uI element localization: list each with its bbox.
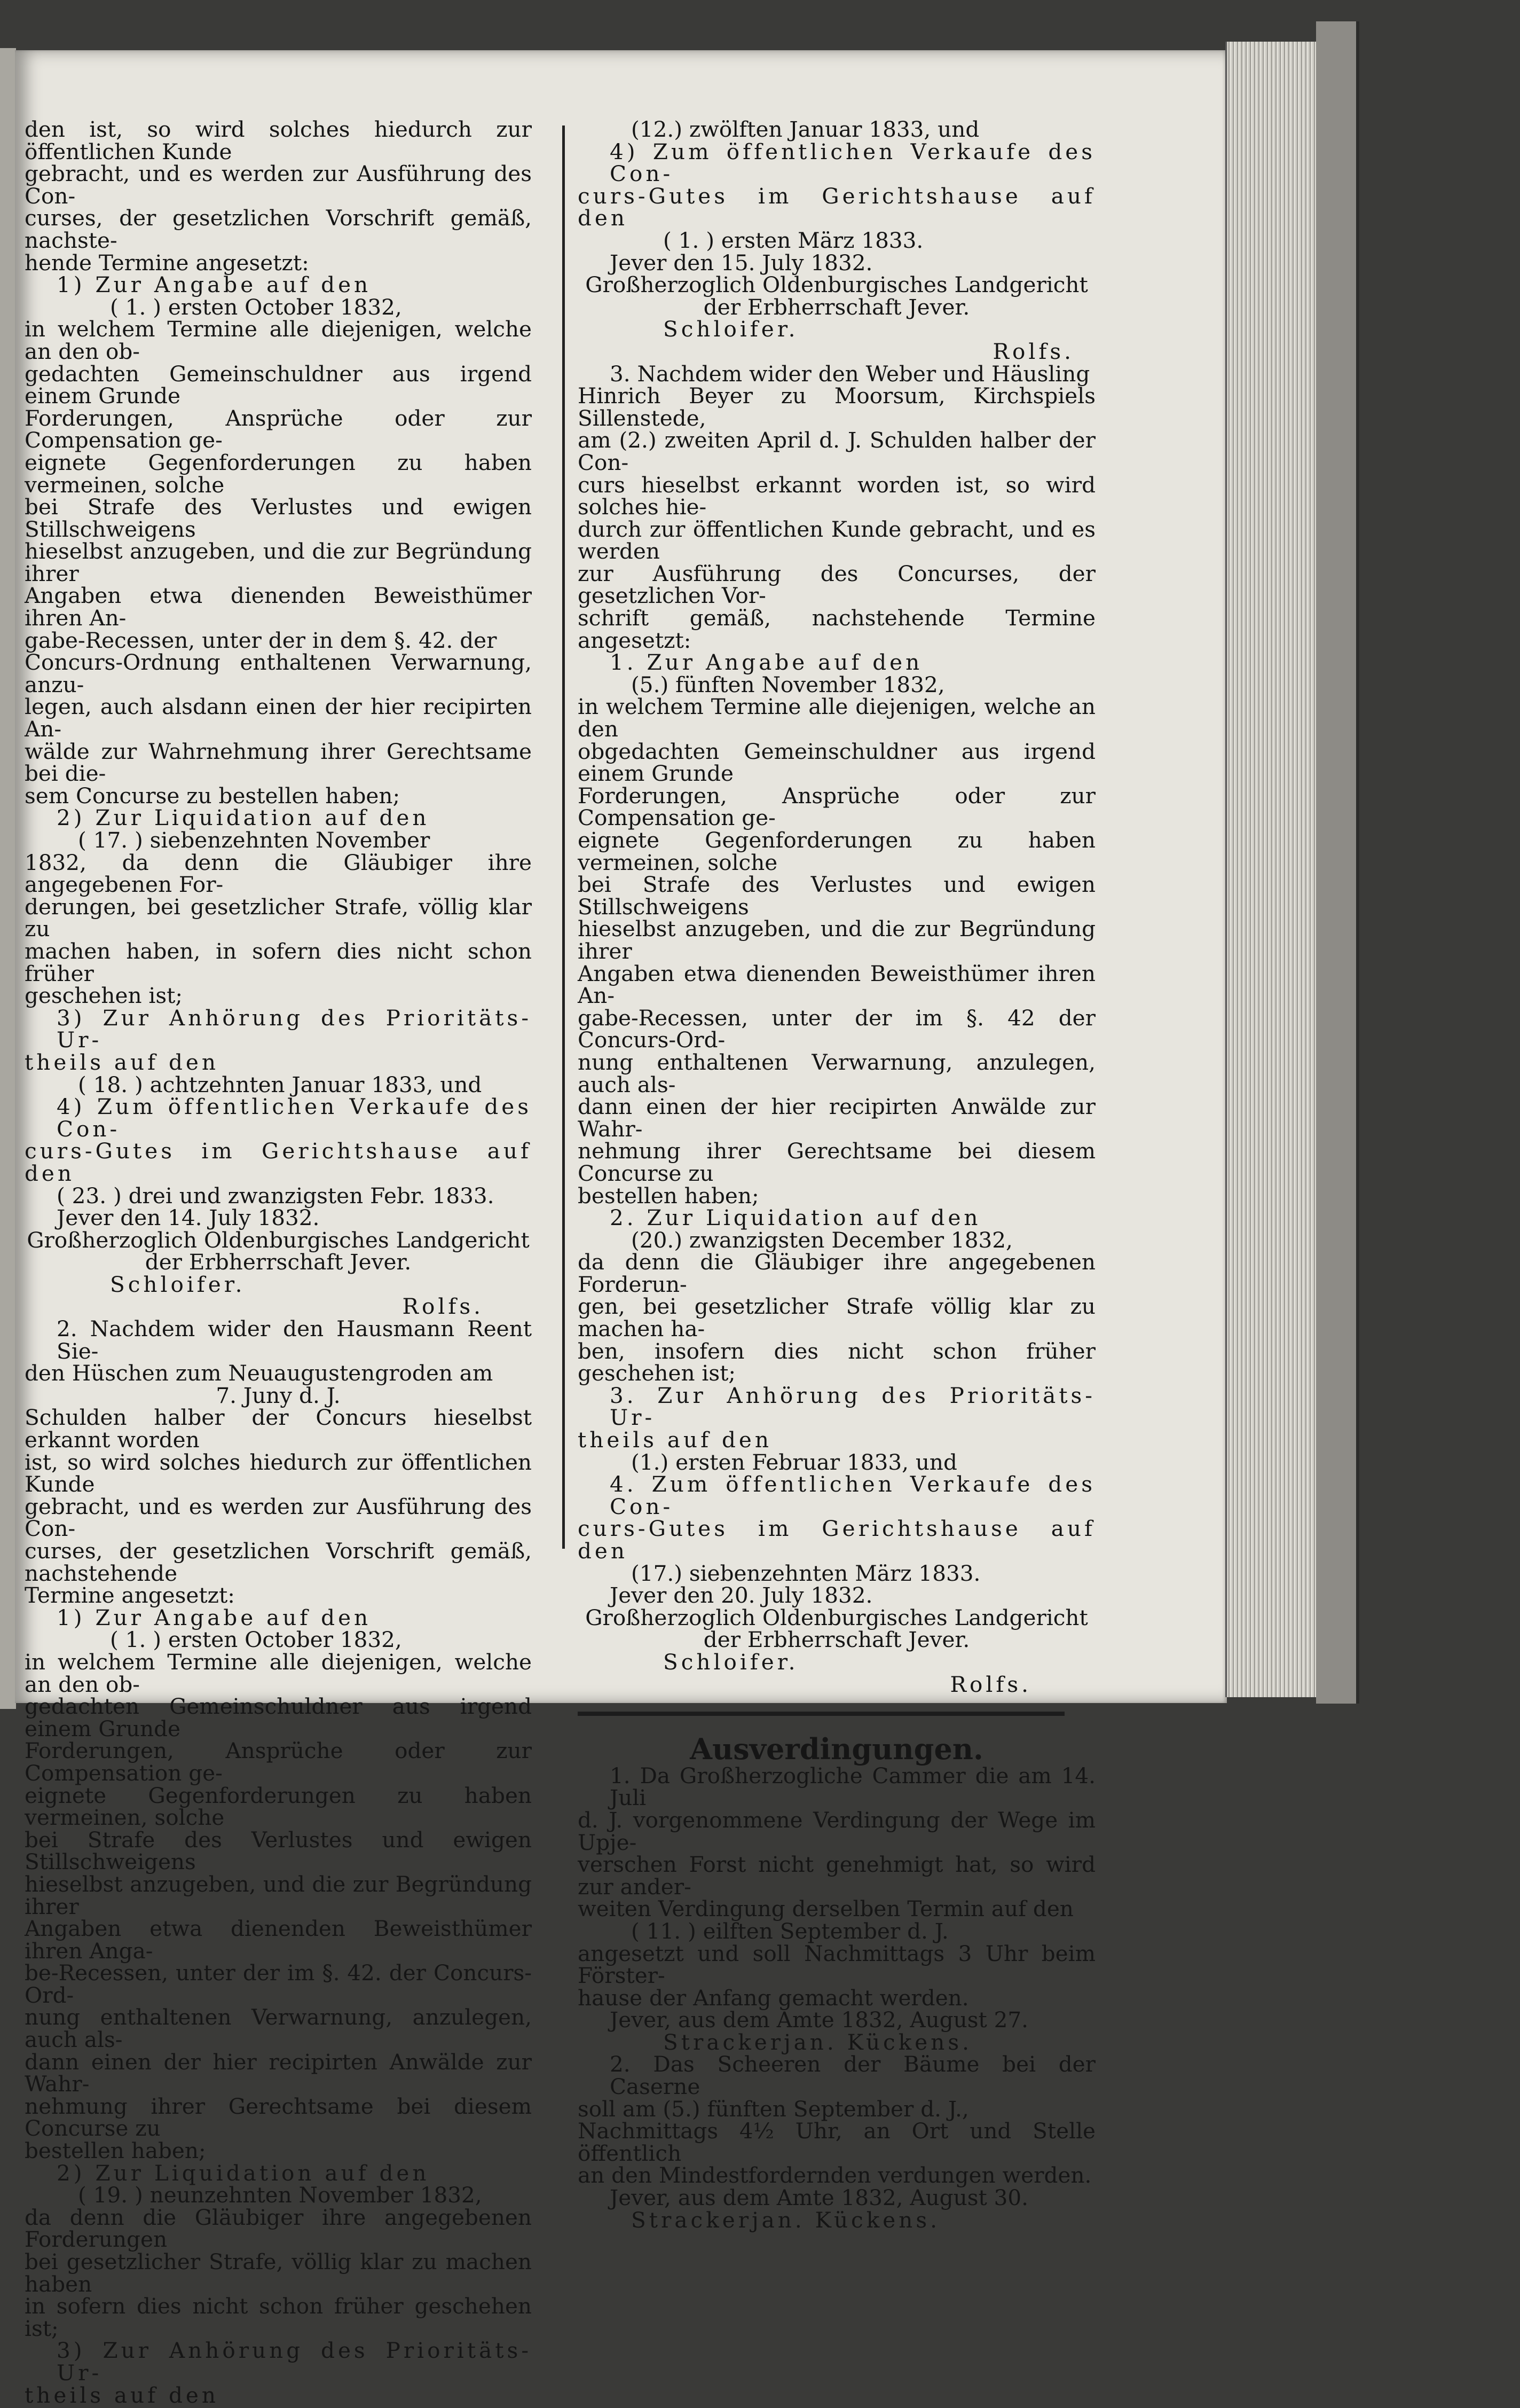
term-heading: 4) Zum öffentlichen Verkaufe des Con- <box>610 138 1096 187</box>
text-line: Forderungen, Ansprüche oder zur Compensation ge- <box>25 1738 532 1786</box>
court-name: Großherzoglich Oldenburgisches Landgericht <box>27 1227 530 1253</box>
term-date: ( 1. ) ersten October 1832, <box>110 294 402 320</box>
place-date: Jever, aus dem Amte 1832, August 27. <box>610 2007 1029 2033</box>
text-line: theils auf den <box>25 2382 219 2408</box>
text-line: in sofern dies nicht schon früher geschehen ist; <box>25 2293 532 2341</box>
place-date: Jever den 20. July 1832. <box>610 1582 873 1609</box>
text-line: curs-Gutes im Gerichtshause auf den <box>25 1138 532 1186</box>
text-line: Angaben etwa dienenden Beweisthümer ihren An- <box>578 960 1096 1009</box>
text-line: Angaben etwa dienenden Beweisthümer ihren Anga- <box>25 1916 532 1964</box>
text-line: dann einen der hier recipirten Anwälde zur Wahr- <box>25 2049 532 2097</box>
text-line: Angaben etwa dienenden Beweisthümer ihren An- <box>25 583 532 631</box>
text-line: curses, der gesetzlichen Vorschrift gemäß, nachste- <box>25 205 532 253</box>
term-heading: 2) Zur Liquidation auf den <box>57 805 430 831</box>
text-line: da denn die Gläubiger ihre angegebenen Forderungen <box>25 2204 532 2253</box>
text-line: bei gesetzlicher Strafe, völlig klar zu machen haben <box>25 2249 532 2297</box>
term-heading: 1) Zur Angabe auf den <box>57 1604 372 1630</box>
text-line: den Hüschen zum Neuaugustengroden am <box>25 1360 493 1386</box>
text-line: Concurs-Ordnung enthaltenen Verwarnung, anzu- <box>25 649 532 697</box>
text-line: nehmung ihrer Gerechtsame bei diesem Concurse zu <box>25 2093 532 2142</box>
text-line: eignete Gegenforderungen zu haben vermeinen, solche <box>25 449 532 498</box>
term-date: ( 17. ) siebenzehnten November <box>78 827 430 853</box>
text-line: hieselbst anzugeben, und die zur Begründung ihrer <box>578 916 1096 964</box>
text-line: bei Strafe des Verlustes und ewigen Stillschweigens <box>25 494 532 542</box>
text-line: theils auf den <box>25 1049 219 1075</box>
text-line: gabe-Recessen, unter der im §. 42 der Concurs-Ord- <box>578 1005 1096 1053</box>
term-date: ( 1. ) ersten März 1833. <box>663 227 924 253</box>
notice-start: 3. Nachdem wider den Weber und Häusling <box>610 360 1090 387</box>
text-line: hende Termine angesetzt: <box>25 249 309 276</box>
court-name: Großherzoglich Oldenburgisches Landgericht <box>585 1604 1088 1630</box>
text-line: Schulden halber der Concurs hieselbst erkannt worden <box>25 1405 532 1453</box>
court-name: der Erbherrschaft Jever. <box>703 294 970 320</box>
term-heading: 2. Zur Liquidation auf den <box>610 1205 981 1231</box>
text-line: dann einen der hier recipirten Anwälde zur Wahr- <box>578 1094 1096 1142</box>
notice-start: 2. Nachdem wider den Hausmann Reent Sie- <box>57 1316 532 1364</box>
text-line: Nachmittags 4½ Uhr, an Ort und Stelle öffentlich <box>578 2118 1096 2166</box>
text-line: Hinrich Beyer zu Moorsum, Kirchspiels Sillenstede, <box>578 383 1096 431</box>
text-line: bei Strafe des Verlustes und ewigen Stillschweigens <box>578 872 1096 920</box>
term-heading: 3) Zur Anhörung des Prioritäts-Ur- <box>57 1005 532 1053</box>
text-line: angesetzt und soll Nachmittags 3 Uhr beim Förster- <box>578 1940 1096 1989</box>
section-rule <box>578 1712 1065 1716</box>
place-date: Jever den 15. July 1832. <box>610 249 873 276</box>
court-name: der Erbherrschaft Jever. <box>145 1249 412 1275</box>
text-line: weiten Verdingung derselben Termin auf den <box>578 1896 1074 1922</box>
text-line: nung enthaltenen Verwarnung, anzulegen, auch als- <box>578 1049 1096 1097</box>
text-line: d. J. vorgenommene Verdingung der Wege im Upje- <box>578 1807 1096 1855</box>
court-name: Großherzoglich Oldenburgisches Landgericht <box>585 272 1088 298</box>
text-line: in welchem Termine alle diejenigen, welche an den ob- <box>25 316 532 364</box>
signature: Rolfs. <box>993 338 1074 364</box>
term-date: (20.) zwanzigsten December 1832, <box>631 1227 1013 1253</box>
text-line: obgedachten Gemeinschuldner aus irgend einem Grunde <box>578 738 1096 787</box>
text-line: in welchem Termine alle diejenigen, welche an den <box>578 694 1096 742</box>
signature: Schloifer. <box>663 316 799 342</box>
text-line: eignete Gegenforderungen zu haben vermeinen, solche <box>578 827 1096 875</box>
text-line: gebracht, und es werden zur Ausführung des Con- <box>25 161 532 209</box>
text-line: derungen, bei gesetzlicher Strafe, völlig klar zu <box>25 893 532 942</box>
court-name: der Erbherrschaft Jever. <box>703 1627 970 1653</box>
text-line: be-Recessen, unter der im §. 42. der Concurs-Ord- <box>25 1960 532 2008</box>
text-line: durch zur öffentlichen Kunde gebracht, und es werden <box>578 516 1096 564</box>
signature: Schloifer. <box>110 1271 246 1297</box>
text-line: theils auf den <box>578 1427 772 1453</box>
text-line: 1832, da denn die Gläubiger ihre angegebenen For- <box>25 849 532 898</box>
term-date: ( 23. ) drei und zwanzigsten Febr. 1833. <box>57 1182 494 1209</box>
term-heading: 1) Zur Angabe auf den <box>57 272 372 298</box>
text-line: 7. Juny d. J. <box>216 1382 341 1408</box>
text-line: bestellen haben; <box>25 2138 206 2164</box>
place-date: Jever den 14. July 1832. <box>57 1205 320 1231</box>
term-heading: 4. Zum öffentlichen Verkaufe des Con- <box>610 1471 1096 1519</box>
term-date: (1.) ersten Februar 1833, und <box>631 1449 957 1475</box>
text-line: gedachten Gemeinschuldner aus irgend einem Grunde <box>25 360 532 409</box>
text-line: gedachten Gemeinschuldner aus irgend einem Grunde <box>25 1693 532 1742</box>
text-line: in welchem Termine alle diejenigen, welche an den ob- <box>25 1649 532 1697</box>
text-line: legen, auch alsdann einen der hier recipirten An- <box>25 694 532 742</box>
signature: Strackerjan. Kückens. <box>631 2207 940 2233</box>
signature: Rolfs. <box>950 1671 1031 1697</box>
term-date: ( 11. ) eilften September d. J. <box>631 1918 949 1944</box>
text-line: hieselbst anzugeben, und die zur Begründung ihrer <box>25 538 532 586</box>
place-date: Jever, aus dem Amte 1832, August 30. <box>610 2185 1029 2211</box>
text-line: ben, insofern dies nicht schon früher geschehen ist; <box>578 1338 1096 1386</box>
text-line: an den Mindestfordernden verdungen werden. <box>578 2162 1092 2189</box>
left-column <box>25 116 532 2408</box>
book-cover-edge <box>1316 21 1359 1704</box>
term-heading: 3) Zur Anhörung des Prioritäts-Ur- <box>57 2338 532 2386</box>
text-line: Termine angesetzt: <box>25 1582 235 1609</box>
text-line: gabe-Recessen, unter der in dem §. 42. der <box>25 627 497 653</box>
text-line: wälde zur Wahrnehmung ihrer Gerechtsame bei die- <box>25 738 532 787</box>
text-line: gen, bei gesetzlicher Strafe völlig klar zu machen ha- <box>578 1293 1096 1342</box>
term-date: (5.) fünften November 1832, <box>631 671 945 697</box>
text-line: machen haben, in sofern dies nicht schon früher <box>25 938 532 986</box>
text-line: bestellen haben; <box>578 1182 759 1209</box>
text-line: hause der Anfang gemacht werden. <box>578 1985 969 2011</box>
text-line: nehmung ihrer Gerechtsame bei diesem Concurse zu <box>578 1138 1096 1186</box>
term-date: (17.) siebenzehnten März 1833. <box>631 1560 981 1586</box>
text-line: nung enthaltenen Verwarnung, anzulegen, auch als- <box>25 2004 532 2053</box>
text-line: den ist, so wird solches hiedurch zur öffentlichen Kunde <box>25 116 532 164</box>
text-line: geschehen ist; <box>25 983 183 1009</box>
text-line: curs-Gutes im Gerichtshause auf den <box>578 183 1096 231</box>
text-line: ist, so wird solches hiedurch zur öffentlichen Kunde <box>25 1449 532 1497</box>
notice-start: 2. Das Scheeren der Bäume bei der Caserne <box>610 2051 1096 2100</box>
text-line: curs-Gutes im Gerichtshause auf den <box>578 1516 1096 1564</box>
text-line: sem Concurse zu bestellen haben; <box>25 782 400 809</box>
term-date: ( 1. ) ersten October 1832, <box>110 1627 402 1653</box>
signature: Schloifer. <box>663 1649 799 1675</box>
text-line: da denn die Gläubiger ihre angegebenen Forderun- <box>578 1249 1096 1297</box>
previous-page-edge <box>0 48 16 1709</box>
term-heading: 1. Zur Angabe auf den <box>610 649 923 676</box>
text-line: soll am (5.) fünften September d. J., <box>578 2096 969 2122</box>
term-date: ( 19. ) neunzehnten November 1832, <box>78 2182 482 2208</box>
text-line: curs hieselbst erkannt worden ist, so wird solches hie- <box>578 472 1096 520</box>
term-date: (12.) zwölften Januar 1833, und <box>631 116 980 142</box>
section-heading: Ausverdingungen. <box>690 1732 983 1767</box>
page-block-edges <box>1225 42 1318 1697</box>
text-line: eignete Gegenforderungen zu haben vermeinen, solche <box>25 1782 532 1831</box>
term-date: ( 18. ) achtzehnten Januar 1833, und <box>78 1071 482 1097</box>
notice-start: 1. Da Großherzogliche Cammer die am 14. Juli <box>610 1762 1096 1811</box>
right-column <box>578 116 1096 2233</box>
text-line: Forderungen, Ansprüche oder zur Compensation ge- <box>578 782 1096 831</box>
text-line: curses, der gesetzlichen Vorschrift gemäß, nachstehende <box>25 1538 532 1586</box>
text-line: bei Strafe des Verlustes und ewigen Stillschweigens <box>25 1826 532 1875</box>
term-heading: 4) Zum öffentlichen Verkaufe des Con- <box>57 1094 532 1142</box>
text-line: hieselbst anzugeben, und die zur Begründung ihrer <box>25 1871 532 1919</box>
text-line: am (2.) zweiten April d. J. Schulden halber der Con- <box>578 427 1096 475</box>
term-heading: 2) Zur Liquidation auf den <box>57 2160 430 2186</box>
text-line: schrift gemäß, nachstehende Termine angesetzt: <box>578 605 1096 653</box>
text-line: verschen Forst nicht genehmigt hat, so wird zur ander- <box>578 1852 1096 1900</box>
signature: Rolfs. <box>402 1293 484 1320</box>
term-heading: 3. Zur Anhörung des Prioritäts-Ur- <box>610 1382 1096 1431</box>
text-line: gebracht, und es werden zur Ausführung des Con- <box>25 1493 532 1542</box>
text-line: Forderungen, Ansprüche oder zur Compensation ge- <box>25 405 532 453</box>
text-line: zur Ausführung des Concurses, der gesetzlichen Vor- <box>578 560 1096 609</box>
column-divider <box>562 126 565 1549</box>
signature: Strackerjan. Kückens. <box>663 2029 972 2055</box>
